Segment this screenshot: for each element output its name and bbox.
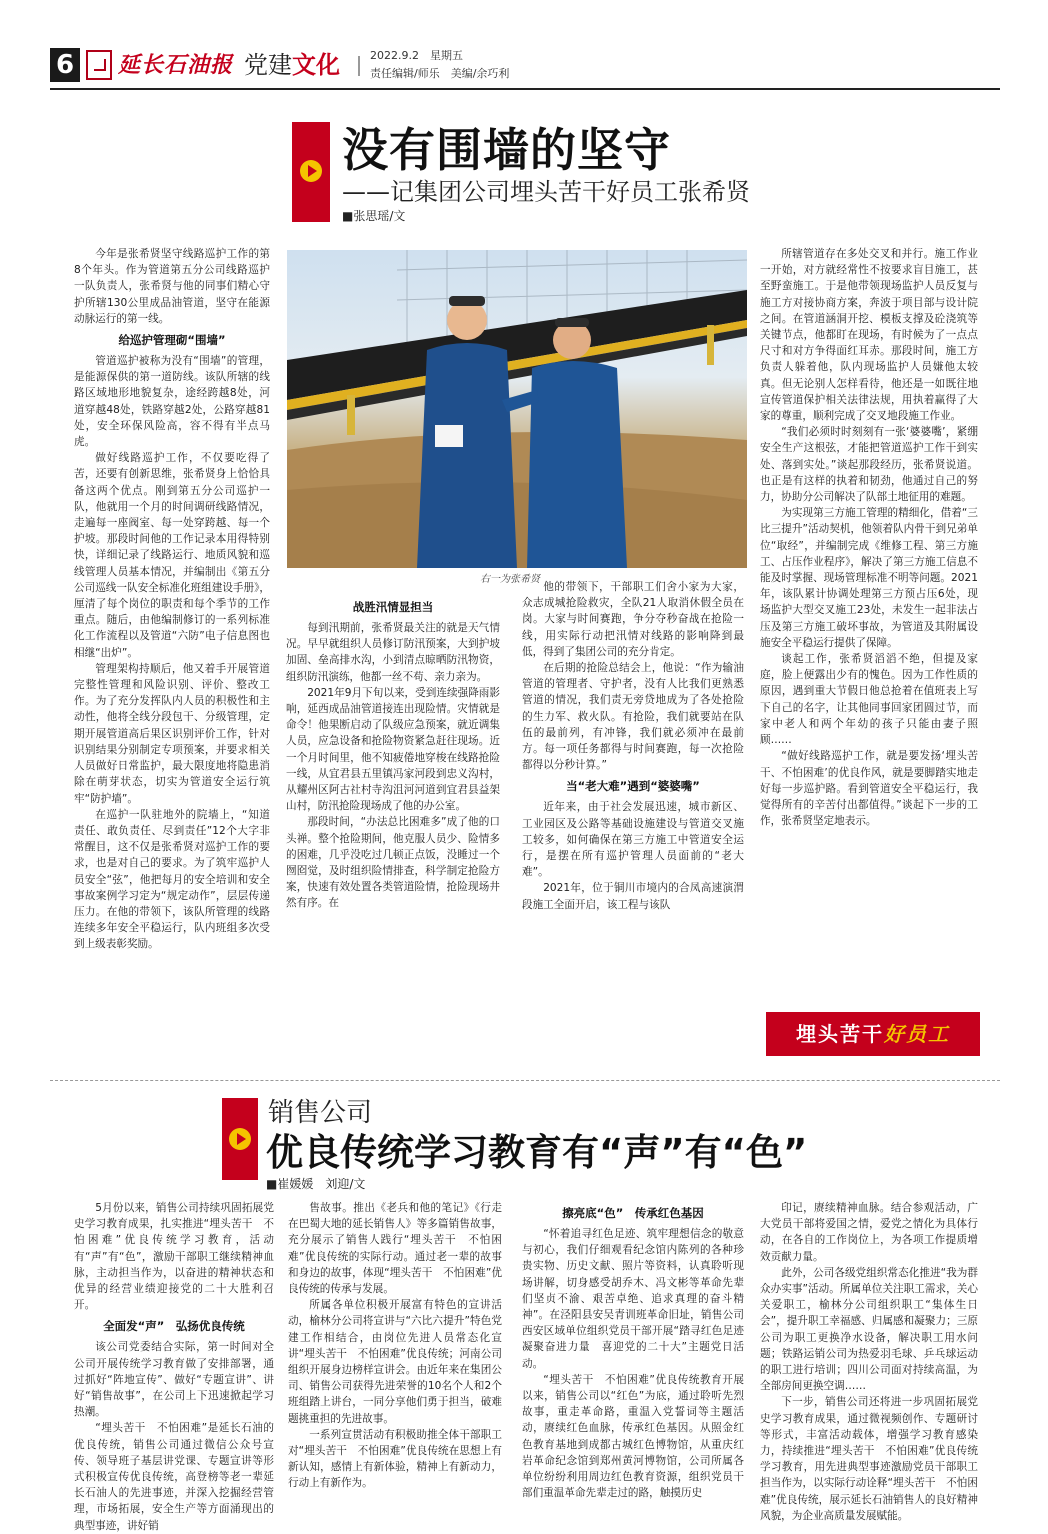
paragraph: 所辖管道存在多处交叉和并行。施工作业一开始，对方就经常性不按要求盲目施工，甚至野蛮施工。于是他带领现场监护人员反复与施工方对接协商方案，奔波于项目部与设计院之间。在管道涵洞开挖、模板支撑及砼浇筑等关键节点，他都盯在现场，有时候为了一点点尺寸和对方争得面红耳赤。那段时间，施工方负责人躲着他，队内现场监护人员嫌他太较真。但无论别人怎样看待，他还是一如既往地宣传管道保护相关法律法规，用执着赢得了大家的尊重，顺利完成了交叉地段施工作业。 bbox=[760, 248, 978, 423]
paragraph: 那段时间，“办法总比困难多”成了他的口头禅。整个抢险期间，他克服人员少、险情多的困难，几乎没吃过几顿正点饭，没睡过一个囫囵觉，及时组织险情排查，科学制定抢险方案，快速有效处置各类管道险情，抢险现场井然有序。在 bbox=[286, 816, 500, 910]
play-icon bbox=[229, 1128, 251, 1150]
paragraph: “埋头苦干 不怕困难”优良传统教育开展以来，销售公司以“红色”为底，通过聆听先烈故事，重走革命路，重温入党誓词等主题活动，赓续红色血脉，传承红色基因。从照金红色教育基地到成都古城红色博物馆，从重庆红岩革命纪念馆到郑州黄河博物馆，公司所属各单位纷纷利用周边红色教育资源，组织党员干部们重温革命先辈走过的路，触摸历史 bbox=[522, 1373, 744, 1500]
article2-column-4 bbox=[760, 1200, 978, 1522]
paragraph: 管理架构持顺后，他又着手开展管道完整性管理和风险识别、评价、整改工作。为了充分发挥队内人员的积极性和主动性，他将全线分段包干、分级管理，定期开展管道高后果区识别评价工作，针对识别结果分别制定专项预案，并要求相关人员做好日常监护，最大限度地将隐患消除在萌芽状态，切实为管道安全运行筑牢“防护墙”。 bbox=[74, 662, 270, 805]
paragraph: 今年是张希贤坚守线路巡护工作的第8个年头。作为管道第五分公司线路巡护一队负责人，张希贤与他的同事们精心守护所辖130公里成品油管道，坚守在能源动脉运行的第一线。 bbox=[74, 248, 270, 325]
masthead-separator bbox=[358, 56, 360, 76]
pipeline-workers-illustration bbox=[287, 250, 747, 568]
paragraph: 一系列宣贯活动有积极助推全体干部职工对“埋头苦干 不怕困难”优良传统在思想上有新认知，感情上有新体验，精神上有新动力，行动上有新作为。 bbox=[288, 1428, 502, 1490]
paragraph: 5月份以来，销售公司持续巩固拓展党史学习教育成果，扎实推进“埋头苦干 不怕困难”优良传统学习教育，活动有“声”有“色”，激励干部职工继续精神血脉，主动担当作为，以奋进的精神状态和优异的经营业绩迎接党的二十大胜利召开。 bbox=[74, 1202, 274, 1312]
article1-column-1 bbox=[74, 246, 270, 1072]
article1-byline: ■张思瑶/文 bbox=[342, 209, 406, 223]
article1-photo bbox=[287, 250, 747, 568]
photo-caption: 右一为张希贤 bbox=[480, 574, 540, 585]
article1-column-3 bbox=[522, 579, 744, 1072]
section-prefix: 党建 bbox=[244, 51, 292, 79]
article2-byline: ■崔媛媛 刘迎/文 bbox=[266, 1177, 366, 1191]
section-suffix: 文化 bbox=[292, 51, 340, 79]
subheading: 战胜汛情显担当 bbox=[352, 600, 434, 614]
subheading: 当“老大难”遇到“婆婆嘴” bbox=[566, 779, 700, 794]
article2-column-2 bbox=[288, 1200, 502, 1490]
paragraph: 管道巡护被称为没有“围墙”的管理，是能源保供的第一道防线。该队所辖的线路区域地形地貌复杂，途经跨越8处，河道穿越48处，铁路穿越2处，公路穿越81处，安全环保风险高，容不得有半点马虎。 bbox=[74, 355, 270, 449]
subheading: 全面发“声” 弘扬优良传统 bbox=[103, 1319, 245, 1334]
paragraph: 售故事。推出《老兵和他的笔记》《行走在巴蜀大地的延长销售人》等多篇销售故事，充分展示了销售人践行“埋头苦干 不怕困难”优良传统的实际行动。通过老一辈的故事和身边的故事，体现“埋头苦干 不怕困难”优良传统的传承与发展。 bbox=[288, 1202, 502, 1296]
article-divider bbox=[50, 1080, 1000, 1081]
subheading: 给巡护管理砌“围墙” bbox=[118, 333, 226, 348]
paragraph: 近年来，由于社会发展迅速，城市新区、工业园区及公路等基础设施建设与管道交叉施工较多，如何确保在第三方施工中管道安全运行，是摆在所有巡护管理人员面前的“老大难”。 bbox=[522, 801, 744, 879]
subheading: 擦亮底“色” 传承红色基因 bbox=[562, 1206, 704, 1220]
article1-title: 没有围墙的坚守 bbox=[342, 123, 671, 177]
badge-prefix: 埋头苦干 bbox=[796, 1022, 884, 1046]
article2-title: 优良传统学习教育有“声”有“色” bbox=[266, 1131, 808, 1174]
paragraph: 2021年9月下旬以来，受到连续强降雨影响，延西成品油管道接连出现险情。灾情就是命令！他果断启动了队级应急预案，就近调集人员，应急设备和抢险物资紧急赶往现场。近一个月时间里，他不知疲倦地穿梭在线路抢险一线，从宜君县五里镇冯家河段到忠义沟村，从耀州区阿古社村寺沟沮河河道到宜君县益架山村，防汛抢险现场成了他的办公室。 bbox=[286, 686, 500, 813]
paragraph: 2021年，位于铜川市境内的合凤高速演渭段施工全面开启，该工程与该队 bbox=[522, 882, 744, 911]
paragraph: “我们必须时时刻刻有一张‘婆婆嘴’，紧绷安全生产这根弦，才能把管道巡护工作干到实处、落到实处。”谈起那段经历，张希贤说道。也正是有这样的执着和韧劲，他通过自己的努力，协助分公司解决了队部土地征用的难题。 bbox=[760, 426, 978, 504]
good-employee-badge bbox=[766, 1012, 980, 1056]
paragraph: 在后期的抢险总结会上，他说：“作为输油管道的管理者、守护者，没有人比我们更熟悉管道的情况，我们责无旁贷地成为了各处抢险的生力军、救火队。有抢险，我们就要站在队伍的最前列，有冲锋，我们就必须冲在最前方。每一项任务都得与时间赛跑，每一次抢险都得以分秒计算。” bbox=[522, 662, 744, 772]
article2-column-1 bbox=[74, 1200, 274, 1532]
paragraph: 为实现第三方施工管理的精细化，借着“三比三提升”活动契机，他领着队内骨干到兄弟单位“取经”，并编制完成《维修工程、第三方施工、占压作业程序》，解决了第三方施工信息不能及时掌握、现场管理标准不明等问题。2021年，该队累计协调处理第三方预占压6处，现场监护大型交叉施工23处，未发生一起非法占压及第三方施工破坏事故，为管道及其附属设施安全平稳运行提供了保障。 bbox=[760, 507, 978, 649]
paper-name: 延长石油报 bbox=[118, 52, 234, 78]
arrow-icon bbox=[86, 50, 112, 80]
paragraph: 做好线路巡护工作，不仅要吃得了苦，还要有创新思维，张希贤身上恰恰具备这两个优点。刚到第五分公司巡护一队，他就用一个月的时间调研线路情况，走遍每一座阀室、每一处穿跨越、每一个护坡。那段时间他的工作记录本用得特别快，详细记录了线路运行、地质风貌和巡线管理人员基本情况，并编制出《第五分公司巡线一队安全标准化班组建设手册》，厘清了每个岗位的职责和每个季节的工作重点。随后，由他编制修订的一系列标准化工作流程以及管道“六防”电子信息图也相继“出炉”。 bbox=[74, 452, 270, 659]
paragraph: “做好线路巡护工作，就是要发扬‘埋头苦干、不怕困难’的优良作风，就是要脚踏实地走好每一步巡护路。看到管道安全平稳运行，我觉得所有的辛苦付出都值得。”谈起下一步的工作，张希贤坚定地表示。 bbox=[760, 750, 978, 828]
section-name bbox=[244, 48, 340, 82]
badge-suffix: 好员工 bbox=[884, 1022, 950, 1046]
article1-column-2 bbox=[286, 594, 500, 1072]
page-number: 6 bbox=[50, 48, 80, 82]
article2-column-3 bbox=[522, 1200, 755, 1500]
editors: 责任编辑/师乐 美编/余巧利 bbox=[370, 67, 510, 80]
play-icon bbox=[300, 160, 322, 182]
masthead-rule bbox=[50, 88, 1000, 90]
paragraph: 所属各单位积极开展富有特色的宣讲活动，榆林分公司将宣讲与“六比六提升”特色党建工作相结合，由岗位先进人员常态化宣讲“埋头苦干 不怕困难”优良传统；河南公司组织开展身边榜样宣讲会。由近年来在集团公司、销售公司获得先进荣誉的10名个人和2个班组踏上讲台，一同分享他们勇于担当，破难题挑重担的先进故事。 bbox=[288, 1299, 502, 1425]
article1-subtitle: ——记集团公司埋头苦干好员工张希贤 bbox=[342, 178, 750, 206]
paragraph: 此外，公司各级党组织常态化推进“我为群众办实事”活动。所属单位关注职工需求，关心关爱职工，榆林分公司组织职工“集体生日会”，提升职工幸福感、归属感和凝聚力；三原公司为职工更换净水设备，解决职工用水问题；铁路运销公司为热爱羽毛球、乒乓球运动的职工进行培训；四川公司面对持续高温，为全部房间更换空调…… bbox=[760, 1266, 978, 1393]
article2-kicker: 销售公司 bbox=[268, 1098, 373, 1128]
paragraph: 每到汛期前，张希贤最关注的就是天气情况。早早就组织人员修订防汛预案，大到护坡加固、垒高排水沟，小到清点晾晒防汛物资，组织防汛演练，他都一丝不苟、亲力亲为。 bbox=[286, 622, 500, 683]
paragraph: “埋头苦干 不怕困难”是延长石油的优良传统，销售公司通过微信公众号宣传、领导班子基层讲党课、专题宣讲等形式积极宣传优良传统，高登榜等老一辈延长石油人的先进事迹，并深入挖掘经营管理，市场拓展，安全生产等方面涌现出的典型事迹，讲好销 bbox=[74, 1422, 274, 1532]
article1-column-4 bbox=[760, 246, 978, 996]
paragraph: 印记，赓续精神血脉。结合参观活动，广大党员干部将爱国之情，爱党之情化为具体行动，在各自的工作岗位上，为各项工作提质增效贡献力量。 bbox=[760, 1202, 978, 1263]
paragraph: “怀着追寻红色足迹、筑牢理想信念的敬意与初心，我们仔细观看纪念馆内陈列的各种珍贵实物、历史文献、照片等资料，认真聆听现场讲解，切身感受胡乔木、冯文彬等革命先辈们坚贞不渝、艰苦卓绝、追求真理的奋斗精神”。在泾阳县安吴青训班革命旧址，销售公司西安区域单位组织党员干部开展“踏寻红色足迹 凝聚奋进力量 喜迎党的二十大”主题党日活动。 bbox=[522, 1228, 755, 1370]
paragraph: 下一步，销售公司还将进一步巩固拓展党史学习教育成果，通过微视频创作、专题研讨等形式，丰富活动载体，增强学习教育感染力，持续推进“埋头苦干 不怕困难”优良传统学习教育，用先进典型事迹激励党员干部职工担当作为，以实际行动诠释“埋头苦干 不怕困难”优良传统，展示延长石油销售人的良好精神风貌，为企业高质量发展赋能。 bbox=[760, 1396, 978, 1522]
paragraph: 谈起工作，张希贤滔滔不绝，但提及家庭，脸上便露出少有的愧色。因为工作性质的原因，遇到重大节假日他总抢着在值班表上写下自己的名字，让其他同事回家团圆过节，而家中老人和两个年幼的孩子只能由妻子照顾…… bbox=[760, 653, 978, 747]
paragraph: 他的带领下，干部职工们舍小家为大家，众志成城抢险救灾，全队21人取消休假全员在岗。大家与时间赛跑，争分夺秒奋战在抢险一线，用实际行动把汛情对线路的影响降到最低，得到了集团公司的充分肯定。 bbox=[522, 581, 744, 658]
paragraph: 该公司党委结合实际，第一时间对全公司开展传统学习教育做了安排部署，通过抓好“阵地宣传”、做好“专题宣讲”、讲好“销售故事”，在公司上下迅速掀起学习热潮。 bbox=[74, 1341, 274, 1419]
issue-date: 2022.9.2 星期五 bbox=[370, 49, 463, 62]
paragraph: 在巡护一队驻地外的院墙上，“知道责任、敢负责任、尽到责任”12个大字非常醒目，这不仅是张希贤对巡护工作的要求，也是对自己的要求。为了筑牢巡护人员安全“弦”，他把每月的安全培训和安全事故案例学习定为“规定动作”，层层传递压力。在他的带领下，该队所管理的线路连续多年安全平稳运行，队内班组多次受到上级表彰奖励。 bbox=[74, 808, 270, 951]
